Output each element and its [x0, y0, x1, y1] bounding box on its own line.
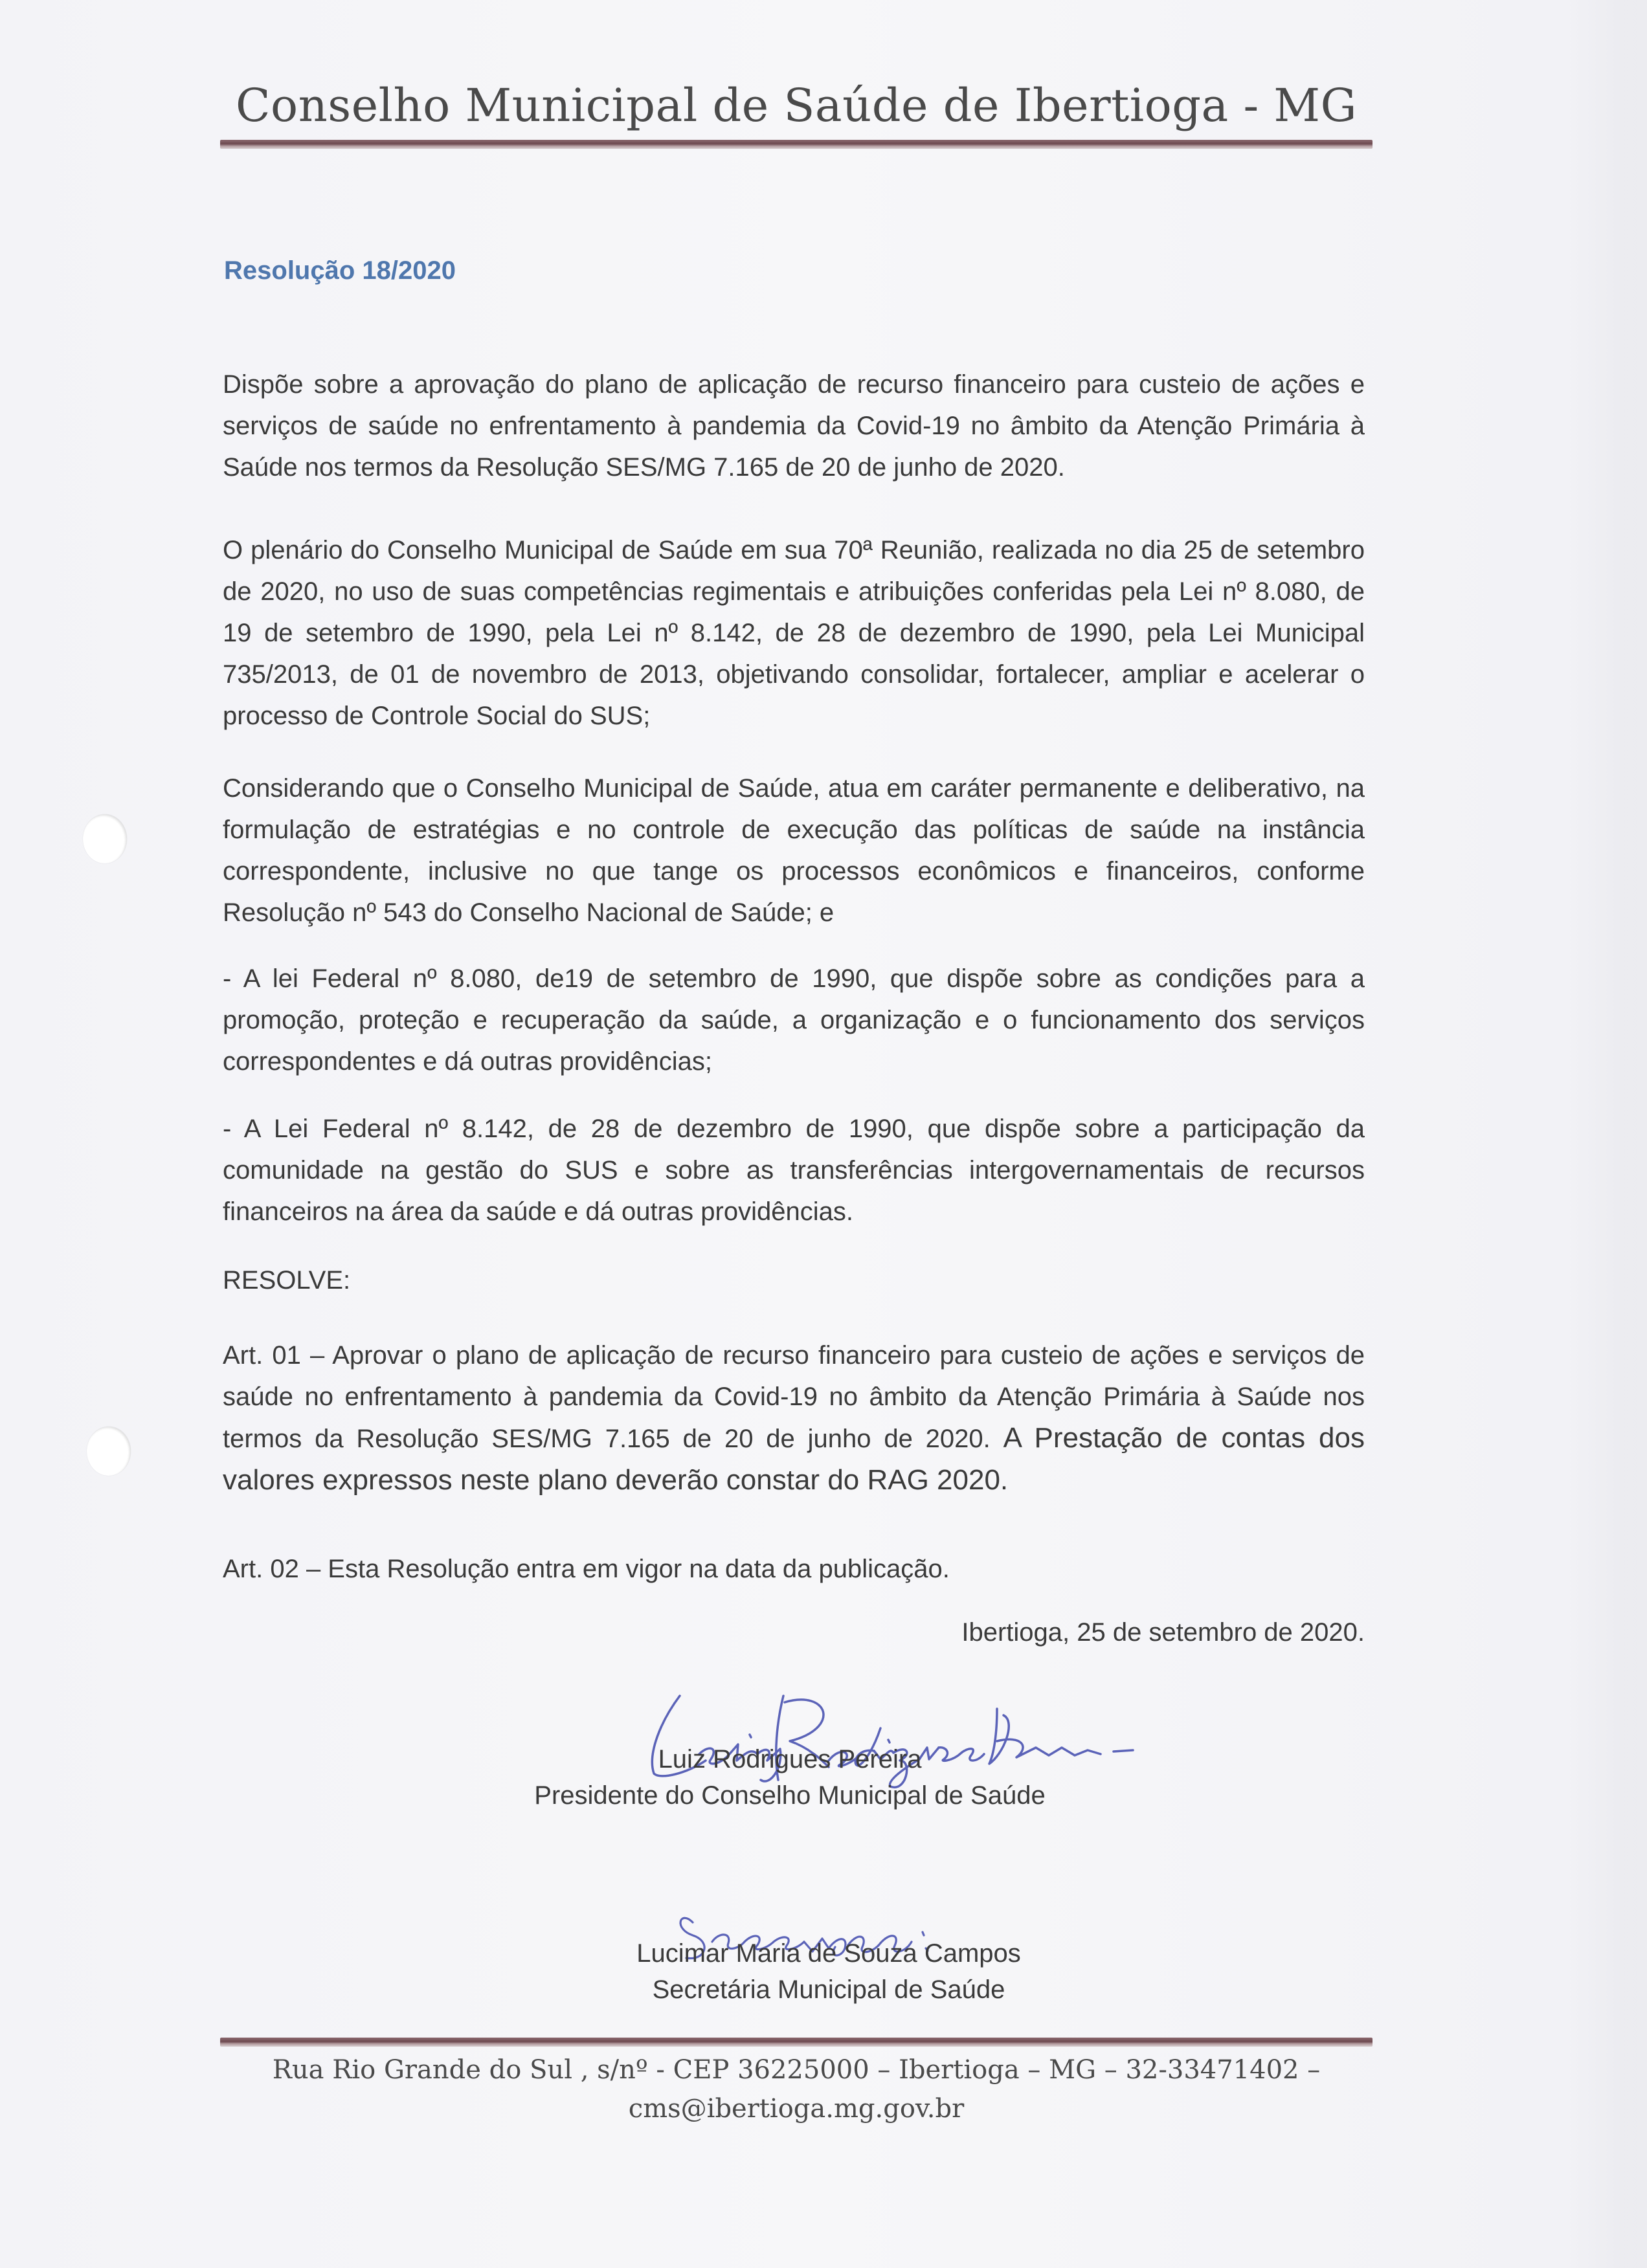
place-and-date: Ibertioga, 25 de setembro de 2020.	[961, 1618, 1365, 1647]
signatory-1	[466, 1741, 1114, 1814]
footer-email: cms@ibertioga.mg.gov.br	[628, 2094, 965, 2124]
article-01-text: Art. 01 – Aprovar o plano de aplicação de recurso financeiro para custeio de ações e serviços de saúde no enfrentamento à pandemia da Covid-19 no âmbito da Atenção Primária à Saúde nos termos da Resolução SES/MG 7.165 de 20 de junho de 2020.	[223, 1341, 1365, 1453]
article-02: Art. 02 – Esta Resolução entra em vigor na data da publicação.	[223, 1555, 950, 1583]
punch-hole-lower	[87, 1427, 131, 1476]
lei-8142-paragraph: - A Lei Federal nº 8.142, de 28 de dezembro de 1990, que dispõe sobre a participação da comunidade na gestão do SUS e sobre as transferências intergovernamentais de recursos financeiros na área da saúde e dá outras providências.	[223, 1115, 1365, 1226]
footer-rule	[220, 2038, 1372, 2047]
council-header-title: Conselho Municipal de Saúde de Ibertioga - MG	[235, 79, 1358, 132]
footer-contact	[220, 2051, 1372, 2128]
punch-hole-upper	[83, 814, 127, 863]
intro-paragraph: Dispõe sobre a aprovação do plano de aplicação de recurso financeiro para custeio de ações e serviços de saúde no enfrentamento à pandemia da Covid-19 no âmbito da Atenção Primária à Saúde nos termos da Resolução SES/MG 7.165 de 20 de junho de 2020.	[223, 370, 1365, 482]
signatory-2	[537, 1935, 1120, 2008]
lei-8080-paragraph: - A lei Federal nº 8.080, de19 de setembro de 1990, que dispõe sobre as condições para a promoção, proteção e recuperação da saúde, a organização e o funcionamento dos serviços correspondentes e dá outras providências;	[223, 964, 1365, 1076]
signatory-1-role: Presidente do Conselho Municipal de Saúde	[534, 1781, 1046, 1810]
resolution-title: Resolução 18/2020	[224, 256, 456, 285]
plenario-paragraph: O plenário do Conselho Municipal de Saúde em sua 70ª Reunião, realizada no dia 25 de setembro de 2020, no uso de suas competências regimentais e atribuições conferidas pela Lei nº 8.080, de 19 de setembro de 1990, pela Lei nº 8.142, de 28 de dezembro de 1990, pela Lei Municipal 735/2013, de 01 de novembro de 2013, objetivando consolidar, fortalecer, ampliar e acelerar o processo de Controle Social do SUS;	[223, 536, 1365, 730]
considerando-paragraph: Considerando que o Conselho Municipal de Saúde, atua em caráter permanente e deliberativo, na formulação de estratégias e no controle de execução das políticas de saúde na instância correspondente, inclusive no que tange os processos econômicos e financeiros, conforme Resolução nº 543 do Conselho Nacional de Saúde; e	[223, 774, 1365, 927]
resolve-heading: RESOLVE:	[223, 1266, 351, 1295]
signatory-2-role: Secretária Municipal de Saúde	[652, 1975, 1005, 2004]
signatory-2-name: Lucimar Maria de Souza Campos	[636, 1939, 1021, 1968]
article-01	[223, 1335, 1365, 1502]
signatory-1-name: Luiz Rodrigues Pereira	[658, 1745, 922, 1773]
header-rule	[220, 140, 1372, 149]
article-01-rendering-of-accounts: A Prestação de contas dos valores expressos neste plano deverão constar do RAG 2020.	[223, 1422, 1365, 1496]
page-edge-shadow	[1608, 0, 1647, 2268]
footer-address: Rua Rio Grande do Sul , s/nº - CEP 36225000 – Ibertioga – MG – 32-33471402 –	[272, 2055, 1321, 2085]
